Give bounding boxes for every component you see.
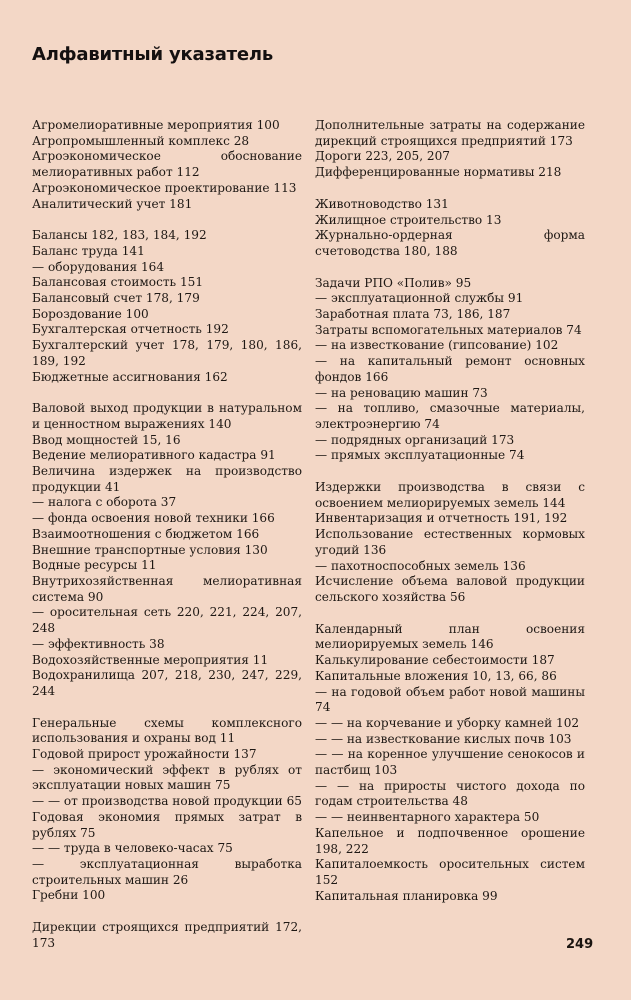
index-entry-text: Годовой прирост урожайности 137 — [32, 747, 257, 762]
index-entry — [32, 307, 302, 323]
index-entry-text: Годовая экономия прямых затрат в рублях 75 — [32, 809, 302, 840]
index-entry-text: — — на известкование кислых почв 103 — [315, 731, 572, 746]
index-entry — [32, 841, 302, 857]
index-entry-text: Животноводство 131 — [315, 196, 449, 211]
index-entry — [315, 826, 585, 857]
index-entry — [32, 118, 302, 134]
index-entry-text: — на годовой объем работ новой машины 74 — [315, 684, 585, 715]
index-entry — [32, 810, 302, 841]
index-entry — [32, 653, 302, 669]
index-entry-text: Заработная плата 73, 186, 187 — [315, 307, 511, 322]
index-entry — [315, 228, 585, 259]
index-entry — [32, 464, 302, 495]
index-entry — [315, 386, 585, 402]
index-column-right — [315, 118, 585, 904]
index-entry — [32, 291, 302, 307]
index-entry-text: Водохранилища 207, 218, 230, 247, 229, 244 — [32, 668, 302, 698]
index-entry — [315, 685, 585, 716]
index-entry-text: — оборудования 164 — [32, 259, 165, 274]
index-entry-text: — эффективность 38 — [32, 636, 165, 651]
index-entry-text: Капитальные вложения 10, 13, 66, 86 — [315, 668, 557, 683]
index-entry — [32, 181, 302, 197]
index-entry — [32, 228, 302, 244]
index-entry-text: Водные ресурсы 11 — [32, 558, 157, 573]
index-entry-text: Инвентаризация и отчетность 191, 192 — [315, 511, 568, 526]
index-entry-text: Внешние транспортные условия 130 — [32, 542, 268, 557]
index-entry-text: — — от производства новой продукции 65 — [32, 794, 302, 809]
index-list-right — [315, 118, 585, 904]
index-entry — [32, 197, 302, 213]
index-entry — [32, 401, 302, 432]
index-entry — [315, 810, 585, 826]
index-entry — [32, 149, 302, 180]
index-entry-text: Агроэкономическое проектирование 113 — [32, 180, 297, 195]
index-entry — [32, 747, 302, 763]
index-entry-text: Журнально-ордерная форма счетоводства 180, 188 — [315, 228, 585, 258]
index-entry — [315, 307, 585, 323]
index-entry-text: Агроэкономическое обоснование мелиоративных работ 112 — [32, 149, 302, 180]
index-entry — [32, 637, 302, 653]
index-entry — [32, 668, 302, 699]
index-entry — [315, 574, 585, 605]
index-entry — [32, 433, 302, 449]
index-entry — [315, 338, 585, 354]
index-entry — [32, 260, 302, 276]
index-entry — [32, 920, 302, 951]
index-entry — [32, 763, 302, 794]
index-entry-text: Балансовый счет 178, 179 — [32, 291, 200, 306]
index-entry — [32, 716, 302, 747]
index-entry — [315, 857, 585, 888]
index-entry-text: Дополнительные затраты на содержание дирекций строящихся предприятий 173 — [315, 118, 585, 148]
index-entry — [32, 511, 302, 527]
index-entry-text: Ввод мощностей 15, 16 — [32, 432, 181, 447]
index-list-left — [32, 118, 302, 951]
index-entry-text: Взаимоотношения с бюджетом 166 — [32, 526, 260, 541]
index-entry-text: Бухгалтерский учет 178, 179, 180, 186, 189, 192 — [32, 338, 302, 368]
index-entry — [32, 495, 302, 511]
index-entry — [315, 480, 585, 511]
index-entry-text: — — труда в человеко-часах 75 — [32, 841, 233, 856]
index-entry-text: Величина издержек на производство продукции 41 — [32, 464, 302, 494]
index-entry-text: — — неинвентарного характера 50 — [315, 810, 540, 825]
index-entry-text: — оросительная сеть 220, 221, 224, 207, 248 — [32, 605, 302, 636]
index-entry-text: Баланс труда 141 — [32, 243, 145, 258]
page-title: Алфавитный указатель — [32, 44, 274, 65]
index-entry — [32, 527, 302, 543]
index-entry-text: — эксплуатационная выработка строительных машин 26 — [32, 856, 302, 887]
index-entry — [32, 558, 302, 574]
index-entry — [315, 291, 585, 307]
index-entry — [315, 165, 585, 181]
index-entry-text: Дифференцированные нормативы 218 — [315, 165, 562, 180]
index-entry-text: Капиталоемкость оросительных систем 152 — [315, 857, 585, 887]
index-entry-text: — эксплуатационной службы 91 — [315, 291, 524, 306]
index-entry-text: Валовой выход продукции в натуральном и ценностном выражениях 140 — [32, 401, 302, 431]
index-entry — [315, 149, 585, 165]
index-entry — [315, 889, 585, 905]
index-entry-text: — прямых эксплуатационные 74 — [315, 448, 525, 463]
index-entry-text: — — на корчевание и уборку камней 102 — [315, 715, 580, 730]
index-entry — [315, 653, 585, 669]
index-entry-text: Исчисление объема валовой продукции сельского хозяйства 56 — [315, 574, 585, 604]
index-entry — [315, 448, 585, 464]
index-entry — [315, 747, 585, 778]
index-entry-text: — подрядных организаций 173 — [315, 432, 515, 447]
index-entry — [32, 322, 302, 338]
index-entry-text: Агропромышленный комплекс 28 — [32, 133, 250, 148]
index-entry-text: — налога с оборота 37 — [32, 495, 177, 510]
index-entry-text: — — на приросты чистого дохода по годам строительства 48 — [315, 778, 585, 809]
index-entry — [32, 543, 302, 559]
index-entry-text: Бюджетные ассигнования 162 — [32, 369, 228, 384]
index-entry — [315, 401, 585, 432]
index-entry — [315, 354, 585, 385]
index-entry — [32, 244, 302, 260]
index-entry — [315, 511, 585, 527]
index-entry-text: Бухгалтерская отчетность 192 — [32, 322, 229, 337]
index-entry — [32, 134, 302, 150]
index-entry-text: Балансы 182, 183, 184, 192 — [32, 228, 207, 243]
index-entry — [315, 716, 585, 732]
index-entry-text: — на топливо, смазочные материалы, электроэнергию 74 — [315, 401, 585, 431]
index-entry-text: Дирекции строящихся предприятий 172, 173 — [32, 920, 302, 950]
index-entry — [32, 794, 302, 810]
index-entry-text: Агромелиоративные мероприятия 100 — [32, 118, 280, 132]
index-entry-text: Внутрихозяйственная мелиоративная система 90 — [32, 573, 302, 604]
index-entry-text: Гребни 100 — [32, 888, 106, 903]
index-entry — [315, 323, 585, 339]
index-entry-text: Затраты вспомогательных материалов 74 — [315, 322, 582, 337]
index-entry-text: — пахотноспособных земель 136 — [315, 558, 526, 573]
index-entry-text: Жилищное строительство 13 — [315, 212, 502, 227]
index-entry — [32, 857, 302, 888]
index-entry — [32, 338, 302, 369]
page-number: 249 — [566, 937, 594, 952]
index-entry-text: — фонда освоения новой техники 166 — [32, 511, 275, 526]
index-entry-text: — — на коренное улучшение сенокосов и пастбищ 103 — [315, 747, 585, 778]
index-entry — [32, 574, 302, 605]
index-entry — [315, 276, 585, 292]
index-entry — [315, 779, 585, 810]
index-entry — [315, 622, 585, 653]
index-entry — [32, 448, 302, 464]
index-entry — [315, 559, 585, 575]
index-entry-text: Задачи РПО «Полив» 95 — [315, 275, 472, 290]
index-entry — [315, 213, 585, 229]
index-entry-text: Ведение мелиоративного кадастра 91 — [32, 448, 276, 463]
index-entry — [315, 732, 585, 748]
index-entry-text: — на капитальный ремонт основных фондов 166 — [315, 354, 585, 384]
index-entry-text: Издержки производства в связи с освоением мелиорируемых земель 144 — [315, 480, 585, 510]
index-entry-text: Генеральные схемы комплексного использования и охраны вод 11 — [32, 715, 302, 746]
index-column-left — [32, 118, 302, 951]
index-entry — [32, 605, 302, 636]
index-entry — [315, 669, 585, 685]
index-entry-text: — экономический эффект в рублях от эксплуатации новых машин 75 — [32, 762, 302, 793]
index-entry — [315, 118, 585, 149]
index-entry-text: — на известкование (гипсование) 102 — [315, 338, 559, 353]
index-entry-text: Бороздование 100 — [32, 306, 149, 321]
index-entry-text: Капитальная планировка 99 — [315, 888, 498, 903]
index-entry — [315, 433, 585, 449]
index-entry — [32, 370, 302, 386]
index-entry-text: Использование естественных кормовых угодий 136 — [315, 527, 585, 557]
index-entry — [32, 275, 302, 291]
index-entry-text: Дороги 223, 205, 207 — [315, 149, 451, 164]
index-entry-text: Калькулирование себестоимости 187 — [315, 653, 555, 668]
index-entry-text: Балансовая стоимость 151 — [32, 275, 204, 290]
index-entry-text: Капельное и подпочвенное орошение 198, 222 — [315, 825, 585, 856]
index-entry — [32, 888, 302, 904]
index-entry-text: Календарный план освоения мелиорируемых земель 146 — [315, 621, 585, 652]
index-entry-text: Аналитический учет 181 — [32, 196, 193, 211]
index-entry-text: — на реновацию машин 73 — [315, 385, 488, 400]
index-entry — [315, 197, 585, 213]
index-entry-text: Водохозяйственные мероприятия 11 — [32, 652, 269, 667]
index-entry — [315, 527, 585, 558]
